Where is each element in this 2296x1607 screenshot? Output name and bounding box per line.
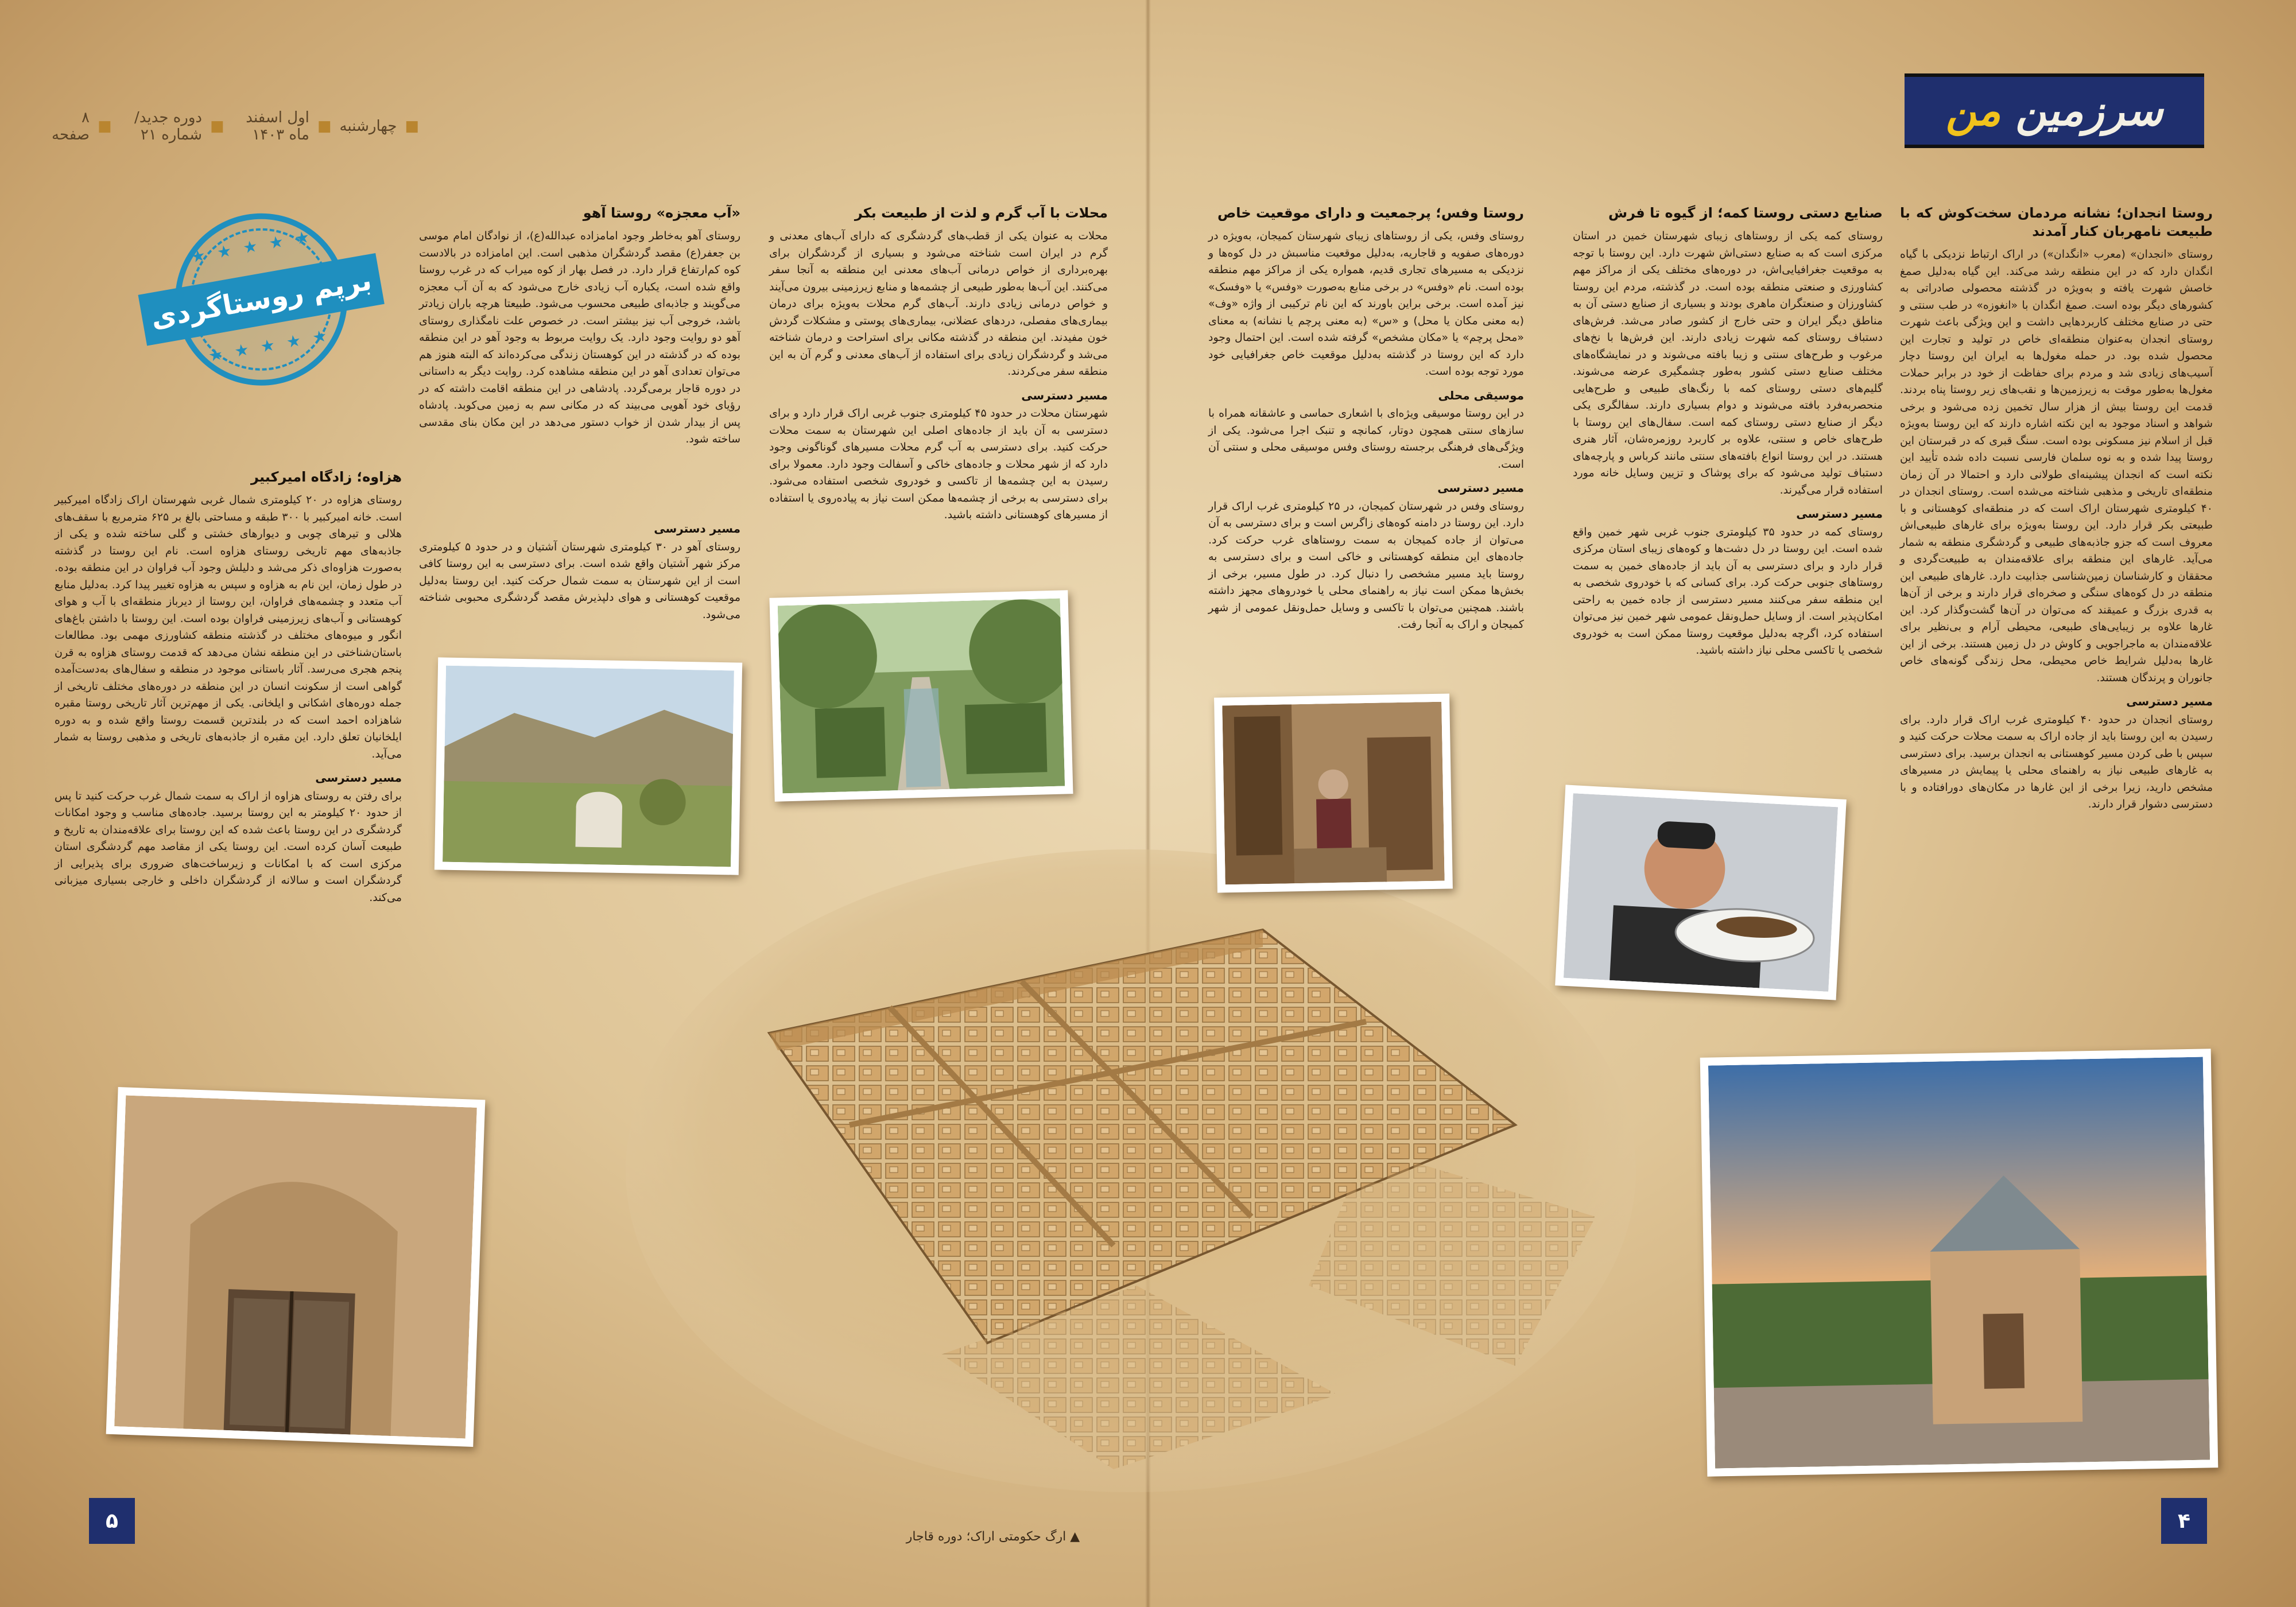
- article-body: روستای هزاوه در ۲۰ کیلومتری شمال غربی شهرستان اراک زادگاه امیرکبیر است. خانه امیرکبیر با ۳۰۰ طبقه و مساحتی بالغ بر ۶۲۵ مترمربع با سقف‌های هلالی و تیرهای چوبی و دیوارهای خشتی و گلی ساخته شده و یکی از جاذبه‌های مهم تاریخی روستای هزاوه است. نام این روستا در گذشته به‌صورت هزاوه‌ای ذکر می‌شد و دلیلش وجود آب فراوان در این منطقه بوده. در طول زمان، این نام به هزاوه و سپس به هزاوه تغییر پیدا کرد. به‌دلیل منابع آب متعدد و چشمه‌های فراوان، این روستا از دیرباز منطقه‌ای با آب و هوای کوهستانی و آب‌های زیرزمینی فراوان بوده است. این روستا با داشتن باغ‌های انگور و میوه‌های مختلف در گذشته منطقه کشاورزی مهمی بود. مطالعات باستان‌شناختی در این منطقه نشان می‌دهد که قدمت روستای هزاوه به قرن پنجم هجری می‌رسد. آثار باستانی موجود در منطقه و سفال‌های به‌دست‌آمده گواهی است از سکونت انسان در این منطقه در دوره‌های مختلف تاریخی از جمله دوره‌های اشکانی و ایلخانی. یکی از مهم‌ترین آثار تاریخی روستا مقبره شاهزاده احمد است که در بلندترین قسمت روستا واقع شده و به دوره ایلخانیان تعلق دارد. این مقبره از جاذبه‌های تاریخی و مذهبی روستا به شمار می‌آید.: [55, 494, 402, 760]
- access-heading: مسیر دسترسی: [1437, 481, 1524, 495]
- article-title: روستا انجدان؛ نشانه مردمان سخت‌کوش که با طبیعت نامهربان کنار آمدند: [1900, 205, 2213, 239]
- header-day: چهارشنبه: [339, 118, 397, 135]
- article-mahallat: [769, 204, 1108, 526]
- bullet: ■: [405, 118, 419, 135]
- photo-image: [1708, 1057, 2210, 1469]
- access-heading: مسیر دسترسی: [2126, 694, 2213, 708]
- article-vafs: [1208, 204, 1524, 636]
- article-ahoo-access: [419, 514, 740, 626]
- page-number-right: ۴: [2161, 1498, 2207, 1544]
- caption-text: ارگ حکومتی اراک؛ دوره قاجار: [906, 1530, 1066, 1544]
- article-title: «آب معجزه» روستا آهو: [583, 205, 740, 221]
- stamp-text: برپم روستاگردی: [138, 253, 385, 346]
- article-body: روستای وفس، یکی از روستاهای زیبای شهرستان کمیجان، به‌ویژه در دوره‌های صفویه و قاجاریه، به‌دلیل موقعیت مناسبش در دل کوه‌ها و نزدیکی به مسیرهای تجاری قدیم، همواره یکی از مراکز مهم منطقه بوده است. نام «وفس» در برخی منابع به‌صورت «وفس» یا «وفسک» نیز آمده است. برخی براین باورند که این نام ترکیبی از واژه «وف» (به معنی مکان یا محل) و «س» (به معنی پرچم یا نشانه) به معنای «محل پرچم» یا «مکان مشخص» گرفته شده است. این احتمال وجود دارد که این روستا در گذشته به‌دلیل موقعیت خاص جغرافیایی خود مورد توجه بوده است.: [1208, 230, 1524, 378]
- illustration-caption: [878, 1530, 1108, 1544]
- caption-icon: ▲: [1070, 1530, 1080, 1544]
- photo-hazaveh-tomb: [1700, 1049, 2219, 1476]
- access-body: روستای آهو در ۳۰ کیلومتری شهرستان آشتیان و در حدود ۵ کیلومتری مرکز شهر آشتیان واقع شده است. برای دسترسی به این روستا کافی است از این شهرستان به سمت شمال حرکت کنید. این روستا به‌دلیل موقعیت کوهستانی و هوای دلپذیرش مقصد گردشگری محبوبی شناخته می‌شود.: [419, 540, 740, 621]
- photo-image: [1222, 702, 1444, 885]
- logo-main: سرزمین: [2015, 86, 2163, 135]
- stamp-badge: [127, 192, 406, 405]
- logo-text: [1946, 86, 2163, 135]
- issue-header: [52, 109, 419, 143]
- article-body: روستای «انجدان» (معرب «انگدان») در اراک ارتباط نزدیکی با گیاه انگدان دارد که در این منطقه رشد می‌کند. این گیاه به‌دلیل صمغ خاصش شهرت یافته و به‌ویژه در گذشته محصولی صادراتی به کشورهای دیگر بوده است. صمغ انگدان با «انغوزه» در طب سنتی و حتی در صنایع مختلف کاربردهایی داشت و این ویژگی باعث شهرت روستای انجدان به‌عنوان منطقه‌ای خاص در تولید و تجارت این محصول شده بود. در حمله مغول‌ها به ایران این روستا دچار آسیب‌های زیادی شد و مردم برای حفاظت از خود در برابر حملات مغول‌ها به‌طور موقت به زیرزمین‌ها و نقب‌های زیر روستا پناه بردند. قدمت این روستا بیش از هزار سال تخمین زده می‌شود و برخی شواهد و اسناد موجود به این نکته اشاره دارند که این روستا به‌ویژه قبل از اسلام نیز مسکونی بوده است. سنگ قبری که در قبرستان این روستا پیدا شده و به نوه سلمان فارسی نسبت داده شده تأیید این نکته است که انجدان پیشینه‌ای طولانی دارد و احتمالا در آن زمان منطقه‌ای تاریخی و مذهبی شناخته می‌شده است. روستای انجدان در ۴۰ کیلومتری شهرستان اراک است که در منطقه‌ای کوهستانی و با طبیعتی بکر قرار دارد. این روستا به‌ویژه برای غارهای طبیعی‌اش معروف است که جزو جاذبه‌های طبیعی و گردشگری منطقه به شمار می‌آید. غارهای این منطقه برای علاقه‌مندان به طبیعت‌گردی و محققان و کارشناسان زمین‌شناسی جذابیت دارد. غارهای طبیعی این منطقه در دل کوه‌های سنگی و صخره‌ای قرار دارند و برخی از آن‌ها به قدری بزرگ و عمیقند که می‌توان در آن‌ها گشت‌وگذار کرد. این غارها علاوه بر زیبایی‌های طبیعی، محیطی آرام و بی‌نظیر برای علاقه‌مندان به ماجراجویی و کاوش در دل زمین هستند. برخی از این غارها به‌دلیل شرایط خاص محیطی، محل زندگی گونه‌های خاص جانوران و پرندگان هستند.: [1900, 248, 2213, 684]
- photo-image: [443, 666, 734, 867]
- article-title: هزاوه؛ زادگاه امیرکبیر: [251, 469, 402, 485]
- photo-old-man-giveh: [1555, 785, 1847, 1000]
- photo-old-door: [106, 1087, 486, 1447]
- article-title: صنایع دستی روستا کمه؛ از گیوه تا فرش: [1608, 205, 1883, 221]
- access-body: روستای وفس در شهرستان کمیجان، در ۲۵ کیلومتری غرب اراک قرار دارد. این روستا در دامنه کوه‌های زاگرس است و برای دسترسی به آن می‌توان از جاده کمیجان به سمت روستاهای غرب حرکت کرد. جاده‌های این منطقه کوهستانی و خاکی است و برای دسترسی به روستا باید مسیر مشخصی را دنبال کرد. در طول مسیر، برخی از بخش‌ها ممکن است نیاز به راهنمای محلی یا خودروهای مجهز داشته باشند. همچنین می‌توان با تاکسی و وسایل حمل‌ونقل عمومی از شهر کمیجان و اراک به آنجا رفت.: [1208, 499, 1524, 631]
- article-anjedan: [1900, 204, 2213, 816]
- header-date: اول اسفند ماه ۱۴۰۳: [246, 109, 309, 143]
- bullet: ■: [97, 118, 112, 135]
- access-body: روستای کمه در حدود ۳۵ کیلومتری جنوب غربی شهر خمین واقع شده است. این روستا در دل دشت‌ها و کوه‌های زیبای استان مرکزی قرار دارد و برای دسترسی به آن باید از جاده‌های خمین به سمت روستاهای جنوبی حرکت کرد. برای کسانی که با خودروی شخصی به این منطقه سفر می‌کنند مسیر دسترسی از جاده خمین به راحتی امکان‌پذیر است. از وسایل حمل‌ونقل عمومی شهر خمین نیز می‌توان استفاده کرد، اگرچه به‌دلیل موقعیت روستا ممکن است به خودروی شخصی یا تاکسی محلی نیاز داشته باشید.: [1573, 525, 1883, 657]
- stamp-stars-bottom: ★ ★ ★ ★ ★: [207, 325, 332, 366]
- access-body: برای رفتن به روستای هزاوه از اراک به سمت شمال غرب حرکت کنید تا پس از حدود ۲۰ کیلومتر به این روستا برسید. جاده‌های مناسب و وجود امکانات گردشگری در این روستا باعث شده که این روستا برای علاقه‌مندان به تاریخ و طبیعت آسان کرده است. این روستا یکی از مقاصد مهم گردشگری استان مرکزی است که با امکانات و زیرساخت‌های ضروری برای پذیرایی از گردشگران است و سالانه از گردشگران داخلی و خارجی بسیاری میزبانی می‌کند.: [55, 789, 402, 904]
- photo-mahallat-park: [769, 590, 1073, 801]
- access-body: روستای انجدان در حدود ۴۰ کیلومتری غرب اراک قرار دارد. برای رسیدن به این روستا باید از جاده اراک به سمت محلات حرکت کنید و سپس با طی کردن مسیر کوهستانی به انجدان برسید. برای دسترسی به غارهای طبیعی نیاز به راهنمای محلی یا پیمایش در مسیرهای مشخص دارید، زیرا برخی از این غارها در مکان‌های دورافتاده و با دسترسی دشوار قرار دارند.: [1900, 713, 2213, 810]
- photo-ahoo-landscape: [435, 657, 742, 875]
- section-logo: [1905, 73, 2204, 148]
- logo-accent: من: [1945, 86, 2001, 135]
- photo-image: [114, 1095, 477, 1438]
- access-heading: مسیر دسترسی: [654, 522, 740, 535]
- access-heading: مسیر دسترسی: [1021, 388, 1108, 402]
- bullet: ■: [210, 118, 224, 135]
- article-body: روستای کمه یکی از روستاهای زیبای شهرستان خمین در استان مرکزی است که به صنایع دستی‌اش شهرت دارد. این روستا با توجه به موقعیت جغرافیایی‌اش، در دوره‌های مختلف یکی از مراکز مهم کشاورزی و صنعتی منطقه بوده است. در گذشته، مردم این روستا کشاورزان و صنعتگران ماهری بودند و بسیاری از صنایع دستی آن به مناطق دیگر ایران و حتی خارج از کشور صادر می‌شد. فرش‌های دستباف روستای کمه شهرت زیادی دارند. این فرش‌ها با نخ‌های مرغوب و طرح‌های سنتی و زیبا بافته می‌شوند و در نمایشگاه‌های مختلف صنایع دستی کشور به‌طور چشمگیری عرضه می‌شوند. گلیم‌های دستی روستای کمه با رنگ‌های طبیعی و طرح‌هایی منحصربه‌فرد بافته می‌شوند و دوام بسیاری دارند. سفالگری یکی دیگر از صنایع دستی روستای کمه است. سفال‌های این روستا با طرح‌های خاص و سنتی، علاوه بر کاربرد روزمره‌شان، آثار هنری هستند. در این روستا انواع بافته‌های سنتی مانند کرباس و پارچه‌های دستباف تولید می‌شود که برای پوشاک و تزیین وسایل خانه مورد استفاده قرار می‌گیرند.: [1573, 230, 1883, 496]
- article-ahoo: [419, 204, 740, 451]
- access-heading: مسیر دسترسی: [1796, 507, 1883, 521]
- city-illustration: [620, 849, 1642, 1498]
- article-body: روستای آهو به‌خاطر وجود امامزاده عبدالله(ع)، از نوادگان امام موسی بن جعفر(ع) مقصد گردشگران مذهبی است. این امامزاده در بالادست کوه کم‌ارتفاع قرار دارد. در فصل بهار از کوه میراب که در غرب روستا واقع شده است، یکباره آب زیادی خارج می‌شود که به آن آب معجزه می‌گویند و جاذبه‌ای طبیعی محسوب می‌شود. طبیعتا هرچه باران زیادتر باشد، خروجی آب نیز بیشتر است. در خصوص علت نامگذاری روستای آهو دو روایت وجود دارد. یک روایت مربوط به وجود آهو در این منطقه بوده که در گذشته در این کوهستان زندگی می‌کرده‌اند که البته هنوز هم می‌توان تعدادی آهو در این منطقه مشاهده کرد. روایت دیگر به داستانی در دوره قاجار برمی‌گردد. پادشاهی در این منطقه اقامت داشته که در رؤیای خود آهویی می‌بیند که در مکانی سم به زمین می‌کوبد. پادشاه پس از بیدار شدن از خواب دستور می‌دهد در این مکان بنای مقدسی ساخته شود.: [419, 230, 740, 445]
- access-heading: مسیر دسترسی: [315, 771, 402, 785]
- page-number-left: ۵: [89, 1498, 135, 1544]
- article-title: روستا وفس؛ پرجمعیت و دارای موقعیت خاص: [1217, 205, 1524, 221]
- photo-image: [778, 599, 1065, 794]
- header-pages: ۸ صفحه: [52, 109, 90, 143]
- article-kameh: [1573, 204, 1883, 662]
- music-body: در این روستا موسیقی ویژه‌ای با اشعاری حماسی و عاشقانه همراه با سازهای سنتی همچون دوتار، کمانچه و تنبک اجرا می‌شود. یکی از ویژگی‌های فرهنگی برجسته روستای وفس موسیقی محلی و سنتی آن است.: [1208, 407, 1524, 471]
- music-heading: موسیقی محلی: [1438, 388, 1524, 402]
- stamp-stars-top: ★ ★ ★ ★ ★: [189, 226, 315, 267]
- access-body: شهرستان محلات در حدود ۴۵ کیلومتری جنوب غربی اراک قرار دارد و برای دسترسی به آن باید از جاده‌های اصلی این شهرستان به سمت محلات حرکت کنید. برای دسترسی به آب گرم محلات مسیرهای گوناگونی وجود دارد که از شهر محلات و جاده‌های خاکی و آسفالت وجود دارد. معمولا برای رسیدن به این چشمه‌ها از تاکسی و خودروی شخصی استفاده می‌شود. برای دسترسی به برخی از چشمه‌ها ممکن است نیاز به پیاده‌روی یا استفاده از مسیرهای کوهستانی داشته باشید.: [769, 407, 1108, 521]
- photo-image: [1564, 793, 1838, 992]
- photo-vafs-woman: [1214, 693, 1453, 892]
- header-issue: دوره جدید/ شماره ۲۱: [134, 109, 202, 143]
- article-body: محلات به عنوان یکی از قطب‌های گردشگری که دارای آب‌های معدنی و گرم در ایران است شناخته می‌شود و بسیاری از گردشگران برای بهره‌برداری از خواص درمانی آب‌های معدنی این منطقه به آنجا سفر می‌کنند. این آب‌ها به‌طور طبیعی از چشمه‌ها و منابع زیرزمینی بیرون می‌آیند و خواص درمانی زیادی دارند. آب‌های گرم محلات به‌ویژه برای درمان بیماری‌های مفصلی، دردهای عضلانی، بیماری‌های پوستی و مشکلات گردش خون مفیدند. این منطقه در گذشته مکانی برای استراحت و درمان شناخته می‌شد و گردشگران زیادی برای استفاده از آب‌های معدنی و گرم آن به این منطقه سفر می‌کردند.: [769, 230, 1108, 378]
- article-title: محلات با آب گرم و لذت از طبیعت بکر: [854, 205, 1108, 221]
- article-hazaveh: [55, 468, 402, 909]
- bullet: ■: [317, 118, 332, 135]
